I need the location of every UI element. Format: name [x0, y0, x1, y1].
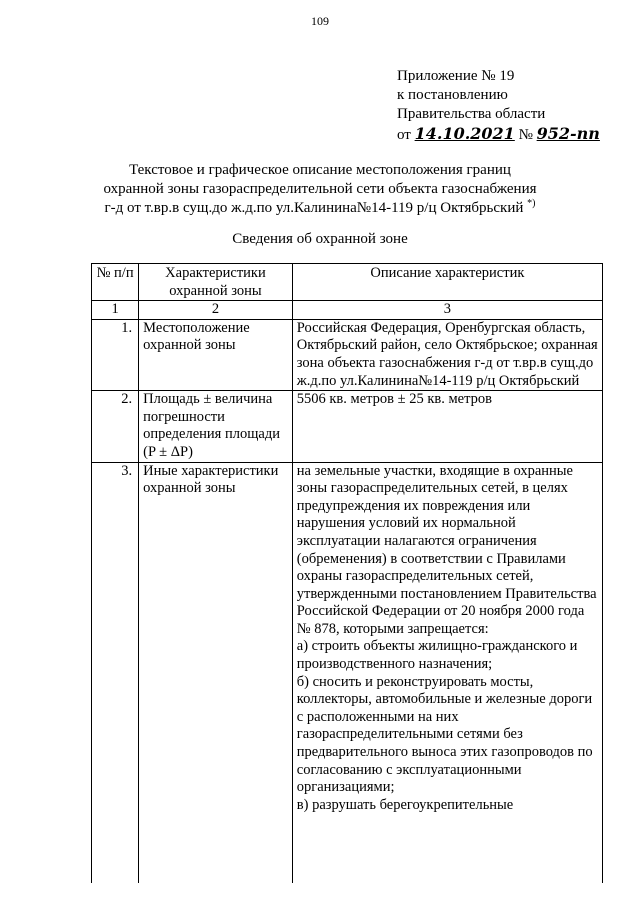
title-line-3-text: г-д от т.вр.в сущ.до ж.д.по ул.Калинина№14-119 р/ц Октябрьский: [104, 200, 524, 216]
row-description: Российская Федерация, Оренбургская область, Октябрьский район, село Октябрьское; охранная зона объекта газоснабжения г-д от т.вр.в сущ.до ж.д.по ул.Калинина№14-119 р/ц Октябрьский: [292, 319, 602, 390]
handwritten-number: 952-пп: [536, 124, 600, 143]
protection-zone-table: [91, 263, 603, 883]
row-description-text: на земельные участки, входящие в охранные зоны газораспределительных сетей, в целях предупреждения их повреждения или нарушения условий их нормальной эксплуатации налагаются ограничения (обременения) в соответствии с Правилами охраны газораспределительных сетей, утвержденными постановлением Правительства Российской Федерации от 20 ноября 2000 года № 878, которыми запрещается:: [296, 462, 597, 637]
row-number: 2.: [92, 391, 139, 462]
row-number: 1.: [92, 319, 139, 390]
table-row: [92, 391, 603, 462]
header-characteristics: Характеристики охранной зоны: [139, 264, 293, 301]
document-title: [0, 161, 640, 218]
row-name: Иные характеристики охранной зоны: [139, 462, 293, 883]
row-description: 5506 кв. метров ± 25 кв. метров: [292, 391, 602, 462]
restriction-item: а) строить объекты жилищно-гражданского и производственного назначения;: [296, 638, 578, 673]
header-description: Описание характеристик: [292, 264, 602, 301]
title-line-1: Текстовое и графическое описание местоположения границ: [129, 162, 511, 178]
column-index-row: [92, 301, 603, 320]
from-label: от: [397, 127, 411, 143]
row-name: Площадь ± величина погрешности определения площади (P ± ΔP): [139, 391, 293, 462]
row-description: [292, 462, 602, 883]
table-row: [92, 462, 603, 883]
restriction-item: б) сносить и реконструировать мосты, коллекторы, автомобильные и железные дороги с расположенными на них газораспределительными сетями без предварительного выноса этих газопроводов по согласованию с эксплуатационными организациями;: [296, 673, 593, 796]
title-line-2: охранной зоны газораспределительной сети объекта газоснабжения: [103, 181, 537, 197]
section-title: Сведения об охранной зоне: [232, 231, 408, 247]
footnote-mark: *): [527, 198, 536, 209]
column-index: 1: [92, 301, 139, 320]
row-number: 3.: [92, 462, 139, 883]
column-index: 2: [139, 301, 293, 320]
header-number: № п/п: [92, 264, 139, 301]
number-label: №: [518, 127, 533, 143]
appendix-date-line: [397, 124, 600, 145]
table-header-row: [92, 264, 603, 301]
restriction-item: в) разрушать берегоукрепительные: [296, 796, 514, 813]
handwritten-date: 14.10.2021: [414, 124, 515, 143]
column-index: 3: [292, 301, 602, 320]
appendix-line-2: к постановлению: [397, 87, 508, 103]
title-line-3: [0, 199, 640, 218]
appendix-block: [397, 67, 600, 145]
page-number: 109: [311, 14, 329, 28]
table-row: [92, 319, 603, 390]
appendix-line-1: Приложение № 19: [397, 68, 515, 84]
row-name: Местоположение охранной зоны: [139, 319, 293, 390]
appendix-line-3: Правительства области: [397, 106, 546, 122]
